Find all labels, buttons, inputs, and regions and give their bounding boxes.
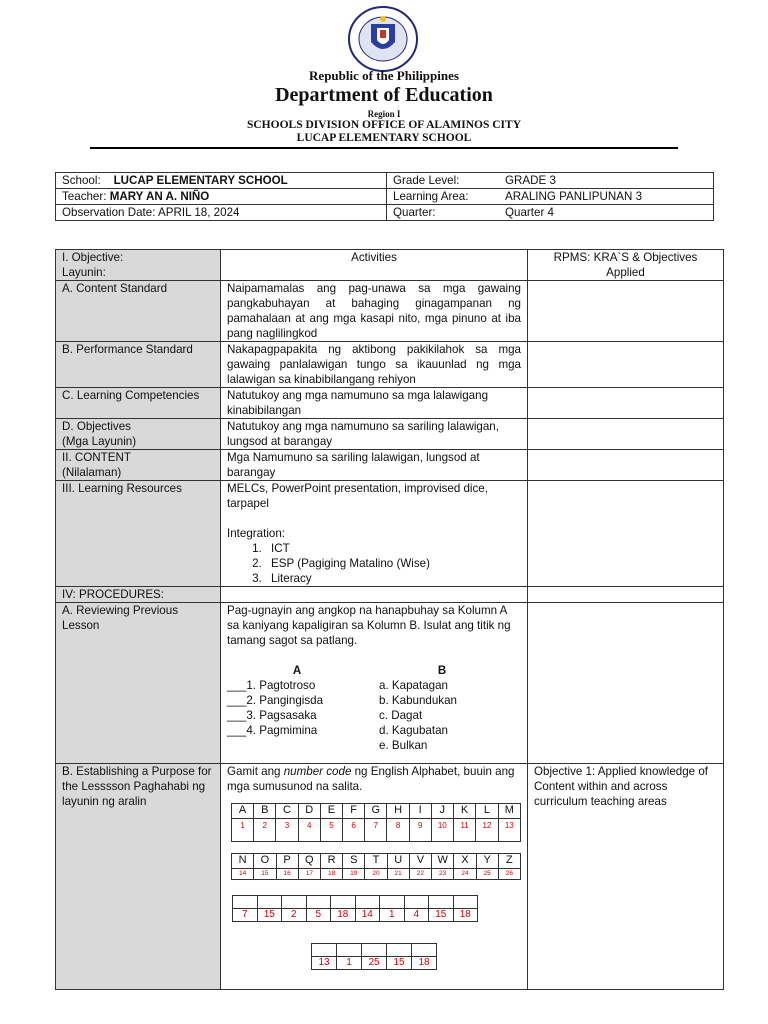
puzzle-blank-cell [306, 896, 331, 909]
cipher-letter: Z [498, 854, 520, 869]
cipher-number: 1 [232, 819, 254, 842]
resources-label: III. Learning Resources [56, 481, 221, 587]
puzzle-code: 25 [362, 957, 387, 970]
cipher-number: 24 [454, 869, 476, 880]
puzzle-blank-cell [337, 944, 362, 957]
cipher-number: 21 [387, 869, 409, 880]
quarter-cell: Quarter: Quarter 4 [387, 205, 714, 221]
content-text: Mga Namumuno sa sariling lalawigan, lungsod at barangay [221, 450, 528, 481]
reviewing-text: Pag-ugnayin ang angkop na hanapbuhay sa Kolumn A sa kaniyang kapaligiran sa Kolumn B. Isulat ang titik ng tamang sagot sa patlang. [227, 604, 511, 647]
cipher-table-a-m [231, 803, 521, 842]
puzzle-blank-cell [429, 896, 454, 909]
cipher-number: 16 [276, 869, 298, 880]
cipher-number: 22 [409, 869, 431, 880]
puzzle-code: 5 [306, 909, 331, 922]
rpms-header: RPMS: KRA`S & Objectives Applied [528, 250, 724, 281]
cipher-letter: Q [298, 854, 320, 869]
area-value: ARALING PANLIPUNAN 3 [505, 190, 643, 203]
puzzle-blank-cell [387, 944, 412, 957]
column-b-item: d. Kagubatan [379, 724, 448, 737]
column-a-item: ___1. Pagtotroso [227, 679, 316, 692]
puzzle-code: 1 [380, 909, 405, 922]
cipher-number: 9 [409, 819, 431, 842]
integration-list [227, 541, 521, 586]
cipher-number: 11 [453, 819, 475, 842]
puzzle-code: 1 [337, 957, 362, 970]
region-heading: Region I [367, 109, 401, 119]
puzzle-code: 13 [312, 957, 337, 970]
puzzle-code: 18 [331, 909, 356, 922]
area-cell: Learning Area: ARALING PANLIPUNAN 3 [387, 189, 714, 205]
matching-columns [227, 663, 521, 753]
cipher-letter: P [276, 854, 298, 869]
competencies-label: C. Learning Competencies [56, 388, 221, 419]
puzzle-code: 15 [429, 909, 454, 922]
cipher-number: 5 [320, 819, 342, 842]
cipher-letter: S [343, 854, 365, 869]
puzzle-code: 15 [387, 957, 412, 970]
performance-standard-label: B. Performance Standard [56, 342, 221, 388]
cipher-letter: H [387, 804, 409, 819]
cipher-letter: J [431, 804, 453, 819]
activities-header: Activities [221, 250, 528, 281]
cipher-number: 17 [298, 869, 320, 880]
cipher-number: 18 [320, 869, 342, 880]
puzzle-blank-cell [257, 896, 282, 909]
puzzle-code: 18 [453, 909, 478, 922]
puzzle-blank-cell [453, 896, 478, 909]
puzzle-blank-cell [404, 896, 429, 909]
objectives-text: Natutukoy ang mga namumuno sa sariling lalawigan, lungsod at barangay [221, 419, 528, 450]
grade-cell: Grade Level: GRADE 3 [387, 173, 714, 189]
reviewing-cell [221, 603, 528, 764]
division-heading: SCHOOLS DIVISION OFFICE OF ALAMINOS CITY [246, 119, 522, 131]
cipher-number: 10 [431, 819, 453, 842]
school-heading: LUCAP ELEMENTARY SCHOOL [296, 132, 472, 144]
cipher-number: 6 [343, 819, 365, 842]
cipher-number: 3 [276, 819, 298, 842]
cipher-letter: T [365, 854, 387, 869]
teacher-value: MARY AN A. NIÑO [109, 190, 210, 203]
puzzle-code: 14 [355, 909, 380, 922]
puzzle-blank-cell [233, 896, 258, 909]
deped-seal-icon [344, 6, 422, 72]
cipher-number: 20 [365, 869, 387, 880]
column-b-item: a. Kapatagan [379, 679, 448, 692]
cipher-letter: X [454, 854, 476, 869]
cipher-number: 19 [343, 869, 365, 880]
competencies-text: Natutukoy ang mga namumuno sa mga lalawigang kinabibilangan [221, 388, 528, 419]
info-table [55, 172, 714, 221]
cipher-letter: U [387, 854, 409, 869]
date-cell: Observation Date: APRIL 18, 2024 [56, 205, 387, 221]
cipher-number: 2 [254, 819, 276, 842]
puzzle-blank-cell [312, 944, 337, 957]
word-puzzle-1 [232, 895, 478, 922]
word-puzzle-2 [311, 943, 437, 970]
cipher-number: 8 [387, 819, 409, 842]
content-rpms [528, 450, 724, 481]
school-cell: School: LUCAP ELEMENTARY SCHOOL [56, 173, 387, 189]
cipher-table-n-z [231, 853, 521, 880]
puzzle-code: 7 [233, 909, 258, 922]
puzzle-code: 4 [404, 909, 429, 922]
procedures-label: IV: PROCEDURES: [56, 587, 221, 603]
cipher-number: 12 [476, 819, 498, 842]
cipher-letter: K [453, 804, 475, 819]
content-standard-text: Naipamamalas ang pag-unawa sa mga gawaing pangkabuhayan at bahaging ginagampanan ng pamahalaan at ang mga kasapi nito, mga pinuno at iba pang naglilingkod [221, 281, 528, 342]
content-label: II. CONTENT (Nilalaman) [56, 450, 221, 481]
resources-cell [221, 481, 528, 587]
cipher-letter: E [320, 804, 342, 819]
cipher-number: 15 [254, 869, 276, 880]
cipher-letter: M [498, 804, 520, 819]
objectives-rpms [528, 419, 724, 450]
cipher-number: 23 [431, 869, 453, 880]
cipher-number: 14 [232, 869, 254, 880]
cipher-letter: A [232, 804, 254, 819]
cipher-number: 26 [498, 869, 520, 880]
column-a-item: ___4. Pagmimina [227, 724, 318, 737]
column-a-item: ___3. Pagsasaka [227, 709, 317, 722]
column-b-item: b. Kabundukan [379, 694, 458, 707]
competencies-rpms [528, 388, 724, 419]
column-b-item: c. Dagat [379, 709, 423, 722]
establishing-label: B. Establishing a Purpose for the Lesssson Paghahabi ng layunin ng aralin [56, 764, 221, 990]
resources-text: MELCs, PowerPoint presentation, improvised dice, tarpapel [227, 482, 488, 510]
establishing-text: Gamit ang number code ng English Alphabet, buuin ang mga sumusunod na salita. [227, 765, 515, 793]
content-standard-rpms [528, 281, 724, 342]
puzzle-blank-cell [331, 896, 356, 909]
cipher-letter: G [365, 804, 387, 819]
resources-rpms [528, 481, 724, 587]
cipher-letter: C [276, 804, 298, 819]
teacher-cell: Teacher: MARY AN A. NIÑO [56, 189, 387, 205]
establishing-rpms: Objective 1: Applied knowledge of Content within and across curriculum teaching areas [528, 764, 724, 990]
puzzle-blank-cell [282, 896, 307, 909]
cipher-letter: B [254, 804, 276, 819]
cipher-letter: L [476, 804, 498, 819]
cipher-letter: Y [476, 854, 498, 869]
column-a-item: ___2. Pangingisda [227, 694, 324, 707]
cipher-number: 25 [476, 869, 498, 880]
school-value: LUCAP ELEMENTARY SCHOOL [113, 174, 288, 187]
integration-item: 3. Literacy [265, 571, 521, 586]
puzzle-code: 15 [257, 909, 282, 922]
puzzle-blank-cell [355, 896, 380, 909]
puzzle-code: 2 [282, 909, 307, 922]
reviewing-rpms [528, 603, 724, 764]
column-a-header: A [292, 664, 302, 677]
cipher-letter: R [320, 854, 342, 869]
lesson-plan-table [55, 249, 724, 990]
cipher-letter: D [298, 804, 320, 819]
performance-standard-rpms [528, 342, 724, 388]
integration-item: 1. ICT [265, 541, 521, 556]
puzzle-blank-cell [380, 896, 405, 909]
cipher-letter: V [409, 854, 431, 869]
cipher-letter: I [409, 804, 431, 819]
header-divider [90, 147, 678, 149]
department-heading: Department of Education [275, 84, 493, 106]
integration-item: 2. ESP (Pagiging Matalino (Wise) [265, 556, 521, 571]
date-value: APRIL 18, 2024 [158, 206, 240, 219]
cipher-number: 7 [365, 819, 387, 842]
cipher-letter: O [254, 854, 276, 869]
objectives-label: D. Objectives (Mga Layunin) [56, 419, 221, 450]
cipher-letter: W [431, 854, 453, 869]
quarter-value: Quarter 4 [505, 206, 554, 219]
objective-header-cell: I. Objective: Layunin: [56, 250, 221, 281]
reviewing-label: A. Reviewing Previous Lesson [56, 603, 221, 764]
cipher-number: 13 [498, 819, 520, 842]
puzzle-blank-cell [362, 944, 387, 957]
integration-label: Integration: [227, 527, 286, 540]
column-b-header: B [437, 664, 447, 677]
performance-standard-text: Nakapagpapakita ng aktibong pakikilahok sa mga gawaing panlalawigan tungo sa ikauunlad ng mga lalawigan sa kinabibilangang rehiyon [221, 342, 528, 388]
republic-heading: Republic of the Philippines [309, 68, 459, 83]
column-b-item: e. Bulkan [379, 739, 428, 752]
content-standard-label: A. Content Standard [56, 281, 221, 342]
establishing-cell [221, 764, 528, 990]
cipher-letter: N [232, 854, 254, 869]
cipher-number: 4 [298, 819, 320, 842]
cipher-letter: F [343, 804, 365, 819]
puzzle-blank-cell [412, 944, 437, 957]
grade-value: GRADE 3 [505, 174, 556, 187]
puzzle-code: 18 [412, 957, 437, 970]
